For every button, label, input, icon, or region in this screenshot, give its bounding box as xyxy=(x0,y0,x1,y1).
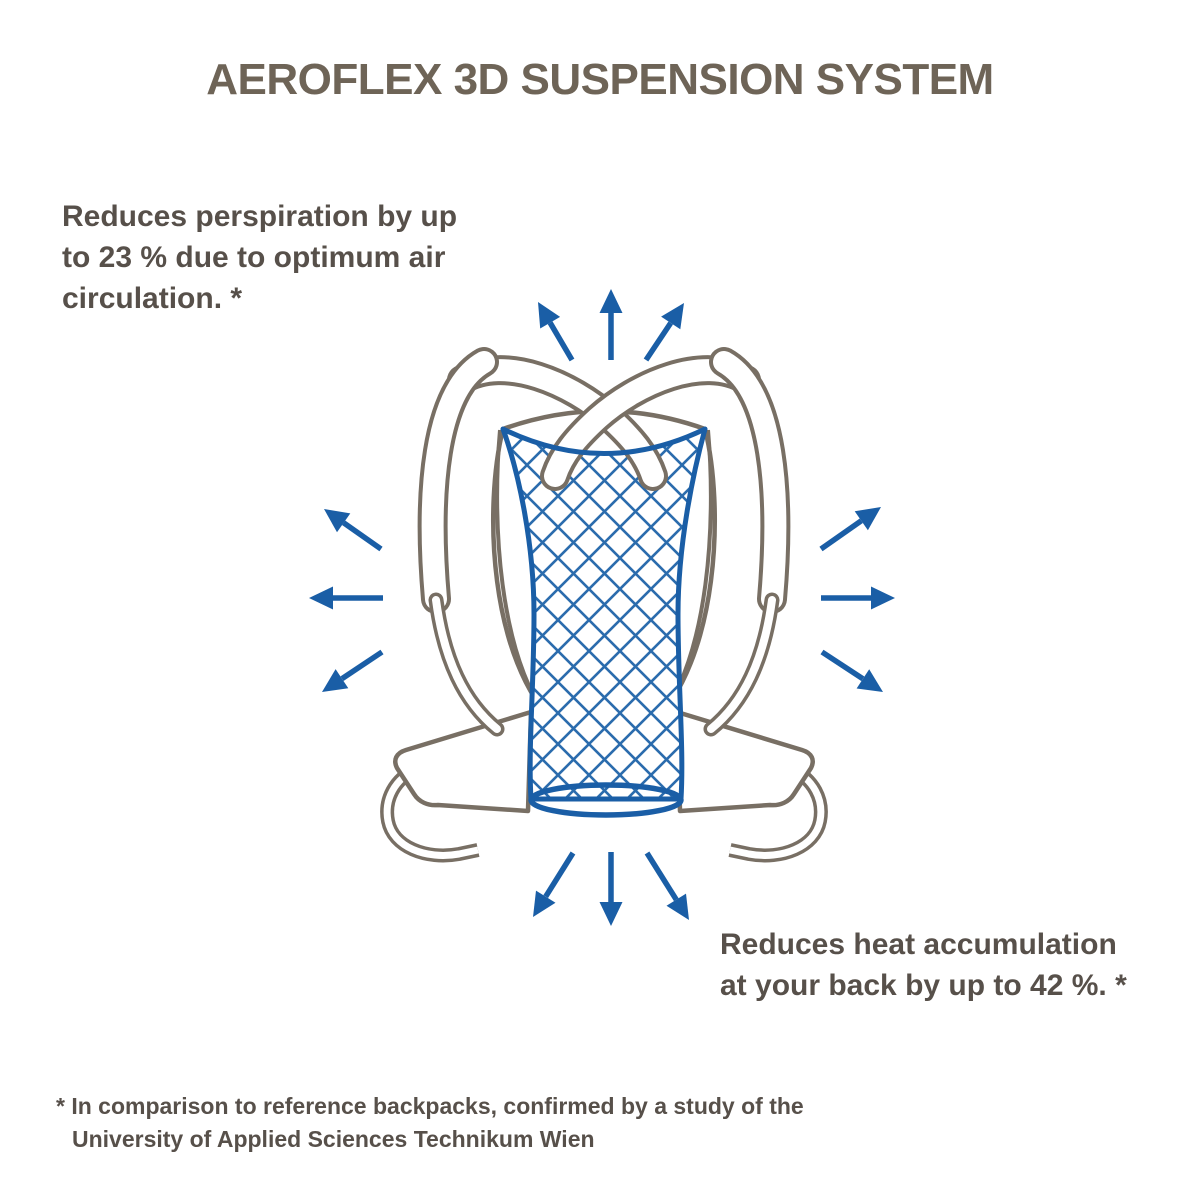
annotation-line: circulation. * xyxy=(62,282,243,315)
airflow-arrow-left-lower xyxy=(342,652,382,679)
annotation-line: at your back by up to 42 %. * xyxy=(720,969,1127,1002)
page-title: AEROFLEX 3D SUSPENSION SYSTEM xyxy=(206,55,994,104)
footnote-line: University of Applied Sciences Technikum Wien xyxy=(72,1126,595,1152)
annotation-line: to 23 % due to optimum air xyxy=(62,241,446,274)
airflow-arrow-left-upper xyxy=(344,523,381,549)
airflow-arrow-left-upper-head xyxy=(324,509,350,532)
airflow-arrow-bottom-center-head xyxy=(600,902,623,926)
airflow-arrow-top-right xyxy=(646,323,671,360)
footnote-line: * In comparison to reference backpacks, confirmed by a study of the xyxy=(56,1093,804,1119)
airflow-arrow-top-left xyxy=(550,323,572,360)
airflow-arrow-bottom-right xyxy=(647,853,676,900)
airflow-arrow-top-center-head xyxy=(600,289,623,313)
airflow-arrow-top-right-head xyxy=(661,303,684,329)
airflow-arrow-right-upper-head xyxy=(855,507,881,530)
airflow-arrow-left-lower-head xyxy=(322,669,348,692)
airflow-arrow-left-middle-head xyxy=(309,587,333,610)
airflow-arrow-right-upper xyxy=(821,521,861,549)
airflow-arrow-bottom-left xyxy=(546,853,573,897)
airflow-arrow-right-lower xyxy=(822,652,863,679)
annotation-line: Reduces heat accumulation xyxy=(720,928,1117,961)
airflow-arrow-right-middle-head xyxy=(871,587,895,610)
annotation-line: Reduces perspiration by up xyxy=(62,200,458,233)
airflow-arrow-right-lower-head xyxy=(857,669,883,692)
